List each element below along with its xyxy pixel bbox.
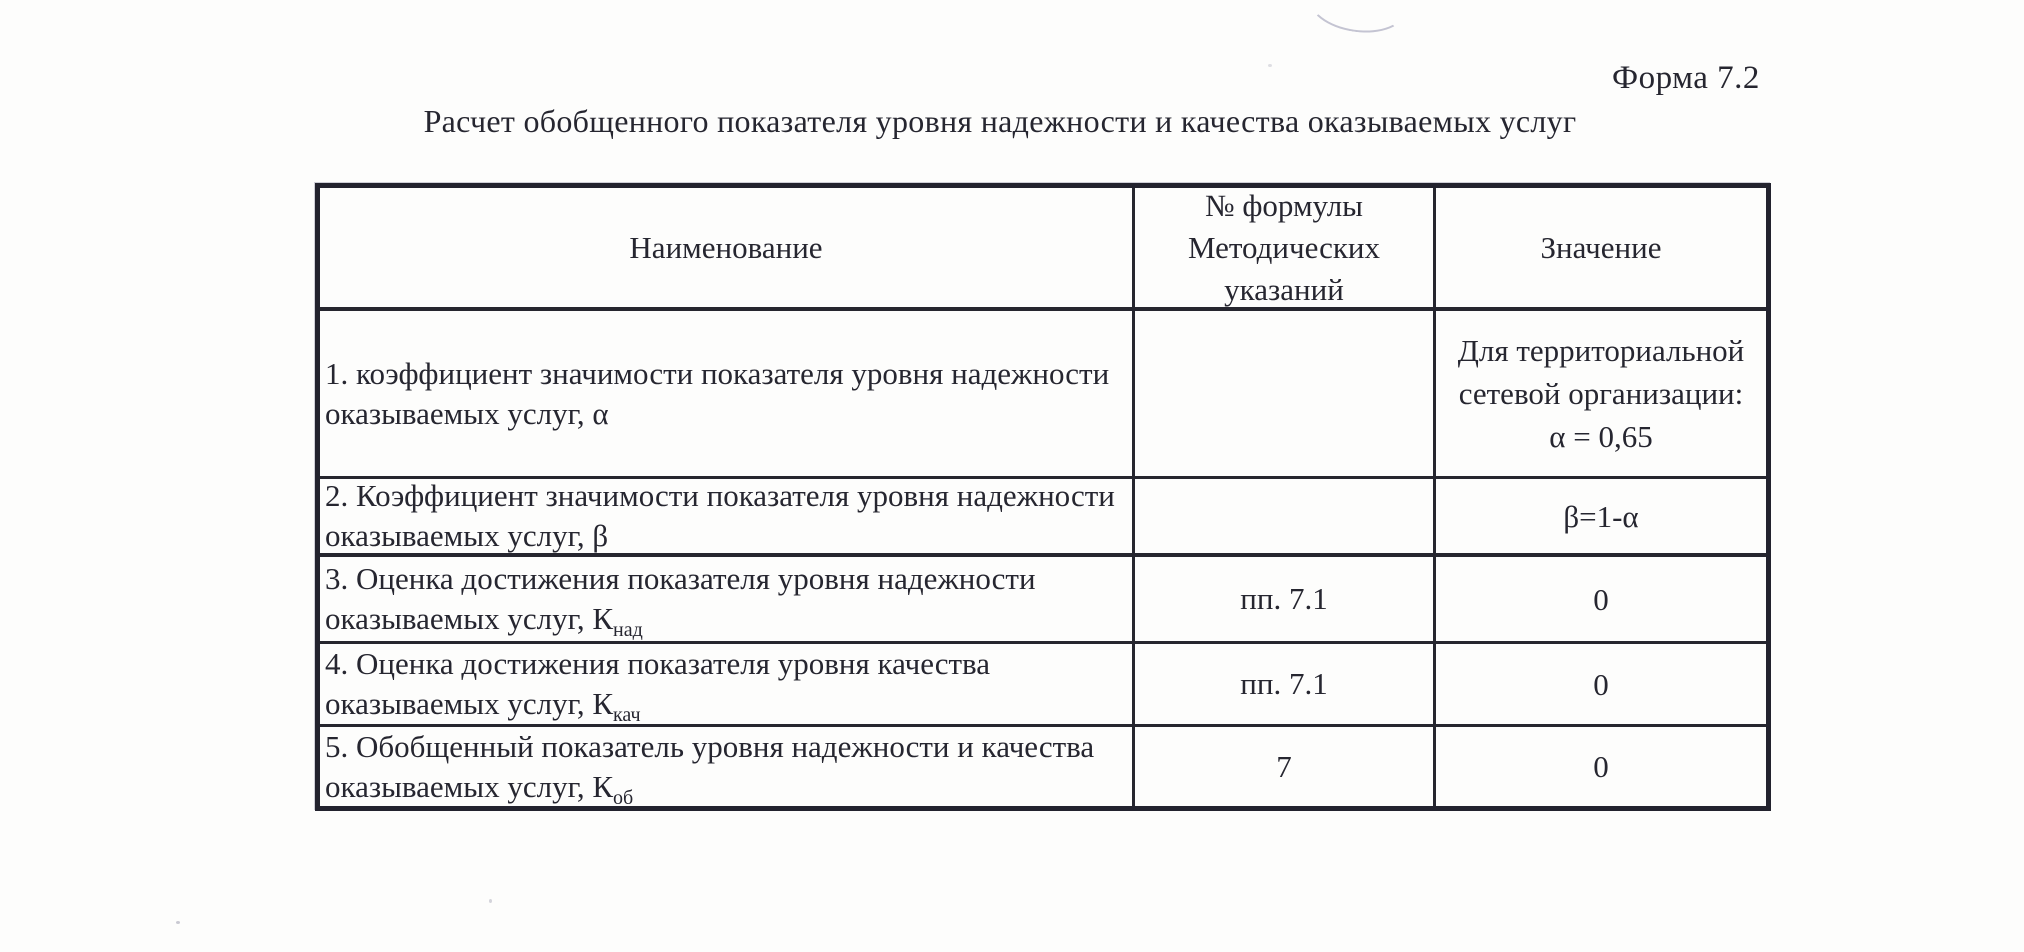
row-formula-value: пп. 7.1 xyxy=(1240,666,1328,701)
row-name-line: 5. Обобщенный показатель уровня надежности и качества xyxy=(325,728,1095,764)
row-formula xyxy=(1135,557,1436,644)
header-cell-name xyxy=(320,188,1135,311)
header-formula-line: Методических xyxy=(1187,229,1381,265)
row-name xyxy=(320,727,1135,806)
row-value xyxy=(1436,311,1766,479)
header-formula-line: указаний xyxy=(1224,271,1344,307)
row-value-line: сетевой организации: xyxy=(1458,376,1744,411)
row-value-line: α = 0,65 xyxy=(1549,419,1653,454)
row-formula-value: пп. 7.1 xyxy=(1240,581,1328,616)
form-number-label: Форма 7.2 xyxy=(1612,60,1760,96)
row-formula xyxy=(1135,644,1436,727)
row-name xyxy=(320,479,1135,557)
row-value xyxy=(1436,557,1766,644)
row-value-line: 0 xyxy=(1593,749,1609,784)
row-name xyxy=(320,311,1135,479)
scan-speck xyxy=(176,921,180,924)
row-value-line: Для территориальной xyxy=(1457,333,1745,368)
row-name-line: оказываемых услуг, $К_{кач}$ xyxy=(325,686,641,726)
row-value xyxy=(1436,644,1766,727)
row-name-line: оказываемых услуг, α xyxy=(325,395,609,431)
scan-speck xyxy=(489,899,492,903)
subscript: кач xyxy=(613,704,641,726)
row-name xyxy=(320,644,1135,727)
row-name-line: 1. коэффициент значимости показателя уровня надежности xyxy=(325,355,1110,391)
scan-artifact-arc xyxy=(1304,0,1411,39)
header-value-label: Значение xyxy=(1540,229,1662,265)
row-name-line: 2. Коэффициент значимости показателя уровня надежности xyxy=(325,479,1115,513)
header-cell-value xyxy=(1436,188,1766,311)
row-name-line: 4. Оценка достижения показателя уровня качества xyxy=(325,646,991,681)
row-name-line: оказываемых услуг, β xyxy=(325,518,609,553)
row-value xyxy=(1436,479,1766,557)
header-formula-line: № формулы xyxy=(1205,188,1363,223)
header-name-label: Наименование xyxy=(629,229,823,265)
row-value-line: 0 xyxy=(1593,666,1609,702)
header-cell-formula xyxy=(1135,188,1436,311)
row-name-line: оказываемых услуг, $К_{над}$ xyxy=(325,601,643,641)
results-table xyxy=(315,183,1771,811)
row-formula xyxy=(1135,479,1436,557)
row-value-line: 0 xyxy=(1593,581,1609,617)
row-value xyxy=(1436,727,1766,806)
page-title: Расчет обобщенного показателя уровня надежности и качества оказываемых услуг xyxy=(423,103,1577,139)
row-value-line: β=1-α xyxy=(1563,498,1639,534)
subscript: над xyxy=(613,619,643,641)
row-formula-value: 7 xyxy=(1276,748,1292,784)
row-formula xyxy=(1135,727,1436,806)
row-formula xyxy=(1135,311,1436,479)
row-name xyxy=(320,557,1135,644)
scan-speck xyxy=(1268,64,1272,67)
subscript: об xyxy=(613,786,634,806)
row-name-line: оказываемых услуг, $К_{об}$ xyxy=(325,767,633,807)
row-name-line: 3. Оценка достижения показателя уровня надежности xyxy=(325,561,1036,596)
